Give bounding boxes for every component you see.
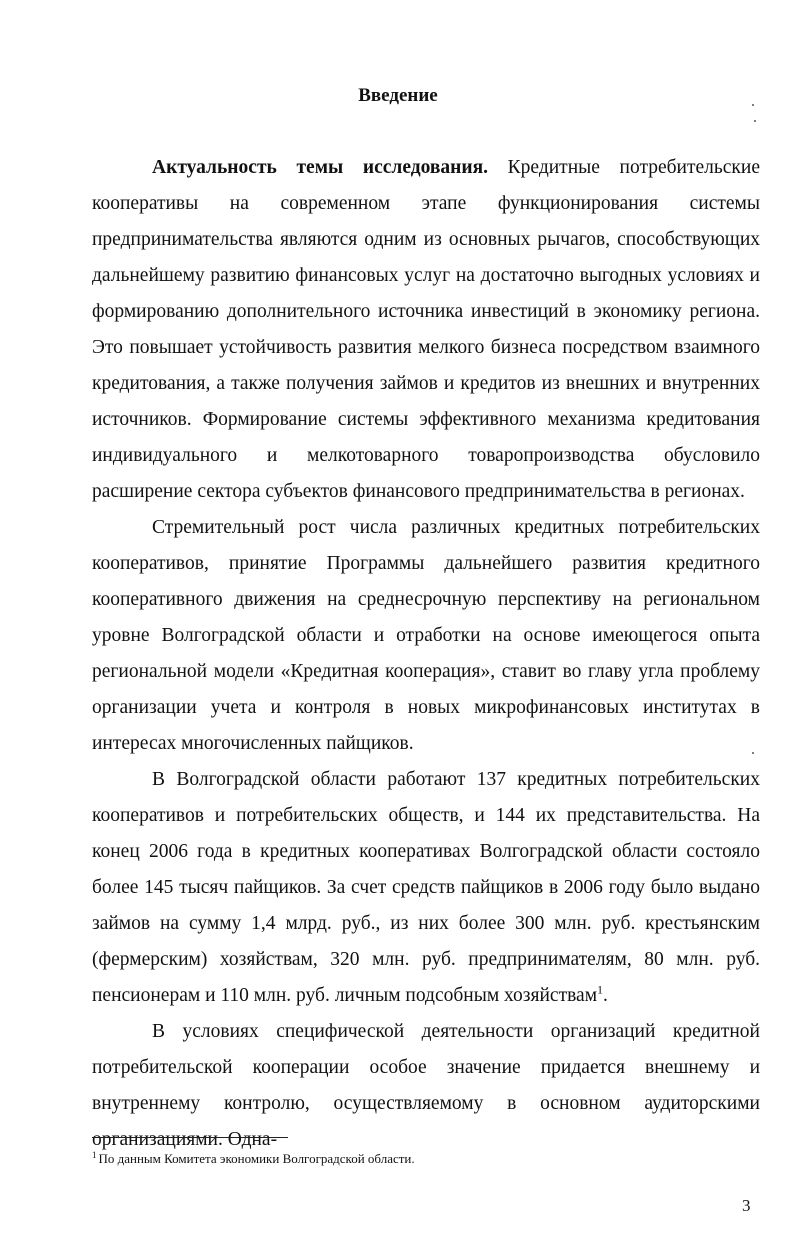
- section-title: Введение: [358, 85, 438, 106]
- paragraph-text: Стремительный рост числа различных кредитных потребительских кооперативов, принятие Программы дальнейшего развития кредитного кооперативного движения на среднесрочную перспективу на региональном уровне Волгоградской области и отработки на основе имеющегося опыта региональной модели «Кредитная кооперация», ставит во главу угла проблему организации учета и контроля в новых микрофинансовых институтах в интересах многочисленных пайщиков.: [92, 517, 760, 754]
- paragraph-relevance: [92, 150, 760, 510]
- scan-speck: [754, 120, 756, 122]
- body-text: [92, 150, 760, 1158]
- footnote-divider: [92, 1137, 288, 1138]
- paragraph-lead: Актуальность темы исследования.: [152, 157, 489, 178]
- paragraph-text: В Волгоградской области работают 137 кредитных потребительских кооперативов и потребительских обществ, и 144 их представительства. На конец 2006 года в кредитных кооперативах Волгоградской области состояло более 145 тысяч пайщиков. За счет средств пайщиков в 2006 году было выдано займов на сумму 1,4 млрд. руб., из них более 300 млн. руб. крестьянским (фермерским) хозяйствам, 320 млн. руб. предпринимателям, 80 млн. руб. пенсионерам и 110 млн. руб. личным подсобным хозяйствам: [92, 769, 760, 1006]
- scan-speck: [752, 104, 754, 106]
- paragraph-text-end: .: [603, 985, 608, 1006]
- footnote-mark: 1: [92, 1149, 97, 1160]
- paragraph-text: В условиях специфической деятельности организаций кредитной потребительской кооперации особое значение придается внешнему и внутреннему контролю, осуществляемому в основном аудиторскими организациями. Одна-: [92, 1021, 760, 1150]
- footnote: [92, 1150, 760, 1168]
- paragraph-growth: [92, 510, 760, 762]
- paragraph-statistics: [92, 762, 760, 1014]
- footnote-reference: 1: [597, 982, 604, 997]
- paragraph-text: Кредитные потребительские кооперативы на современном этапе функционирования системы предпринимательства являются одним из основных рычагов, способствующих дальнейшему развитию финансовых услуг на достаточно выгодных условиях и формированию дополнительного источника инвестиций в экономику региона. Это повышает устойчивость развития мелкого бизнеса посредством взаимного кредитования, а также получения займов и кредитов из внешних и внутренних источников. Формирование системы эффективного механизма кредитования индивидуального и мелкотоварного товаропроизводства обусловило расширение сектора субъектов финансового предпринимательства в регионах.: [92, 157, 760, 502]
- scan-speck: [752, 752, 754, 754]
- page-number: 3: [742, 1196, 751, 1215]
- footnote-text: По данным Комитета экономики Волгоградской области.: [98, 1151, 415, 1166]
